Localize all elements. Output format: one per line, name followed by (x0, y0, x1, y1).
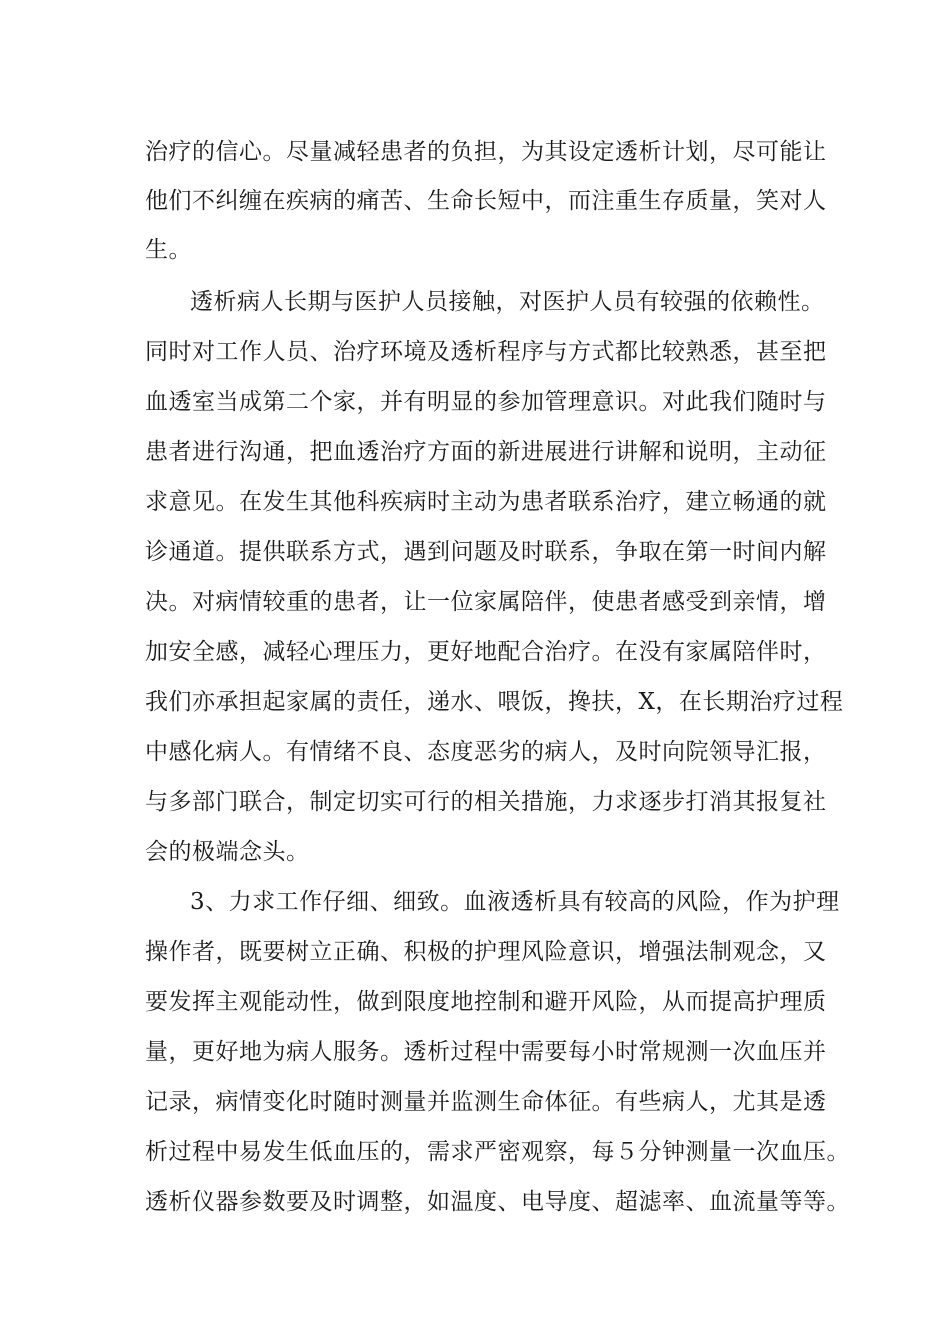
text-line: 透析仪器参数要及时调整，如温度、电导度、超滤率、血流量等等。 (145, 1189, 850, 1215)
text-line: 量，更好地为病人服务。透析过程中需要每小时常规测一次血压并 (145, 1039, 827, 1065)
text-line: 决。对病情较重的患者，让一位家属陪伴，使患者感受到亲情，增 (145, 589, 827, 615)
text-line: 会的极端念头。 (145, 839, 310, 865)
text-line: 操作者，既要树立正确、积极的护理风险意识，增强法制观念，又 (145, 939, 827, 965)
text-line: 透析病人长期与医护人员接触，对医护人员有较强的依赖性。 (190, 289, 825, 315)
text-line: 析过程中易发生低血压的，需求严密观察，每５分钟测量一次血压。 (145, 1139, 850, 1165)
text-line: 要发挥主观能动性，做到限度地控制和避开风险，从而提高护理质 (145, 989, 827, 1015)
text-line: 3、力求工作仔细、细致。血液透析具有较高的风险，作为护理 (190, 889, 840, 915)
text-line: 生。 (145, 237, 192, 263)
text-line: 记录，病情变化时随时测量并监测生命体征。有些病人，尤其是透 (145, 1089, 827, 1115)
text-line: 诊通道。提供联系方式，遇到问题及时联系，争取在第一时间内解 (145, 539, 827, 565)
text-line: 中感化病人。有情绪不良、态度恶劣的病人，及时向院领导汇报， (145, 739, 827, 765)
text-line: 他们不纠缠在疾病的痛苦、生命长短中，而注重生存质量，笑对人 (145, 188, 827, 214)
text-line: 血透室当成第二个家，并有明显的参加管理意识。对此我们随时与 (145, 389, 827, 415)
text-line: 我们亦承担起家属的责任，递水、喂饭，搀扶，X，在长期治疗过程 (145, 689, 844, 715)
text-line: 同时对工作人员、治疗环境及透析程序与方式都比较熟悉，甚至把 (145, 339, 827, 365)
text-line: 治疗的信心。尽量减轻患者的负担，为其设定透析计划，尽可能让 (145, 139, 827, 165)
text-line: 求意见。在发生其他科疾病时主动为患者联系治疗，建立畅通的就 (145, 489, 827, 515)
text-line: 加安全感，减轻心理压力，更好地配合治疗。在没有家属陪伴时， (145, 639, 827, 665)
text-line: 与多部门联合，制定切实可行的相关措施，力求逐步打消其报复社 (145, 789, 827, 815)
text-line: 患者进行沟通，把血透治疗方面的新进展进行讲解和说明，主动征 (145, 439, 827, 465)
